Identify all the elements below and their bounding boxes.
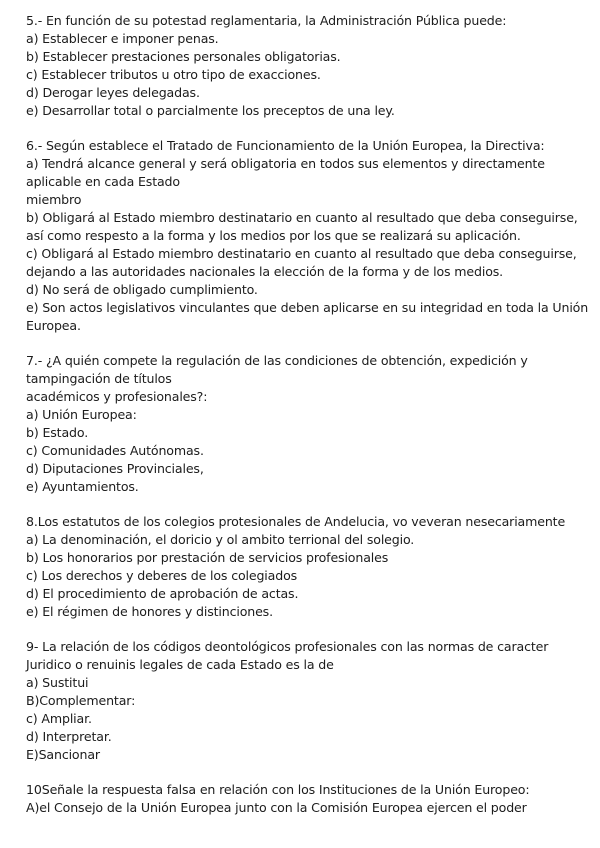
option-a: a) La denominación, el doricio y ol ambito terrional del solegio.: [26, 532, 415, 547]
option-d: d) Derogar leyes delegadas.: [26, 85, 200, 100]
question-9: [26, 638, 586, 764]
option-a: a) Sustitui: [26, 675, 89, 690]
question-7: [26, 352, 586, 496]
option-a: a) Tendrá alcance general y será obligatoria en todos sus elementos y directamente: [26, 156, 545, 171]
option-c: c) Obligará al Estado miembro destinatario en cuanto al resultado que deba conseguirse,: [26, 246, 577, 261]
option-c: c) Comunidades Autónomas.: [26, 443, 204, 458]
question-6: [26, 137, 589, 335]
option-a: a) Unión Europea:: [26, 407, 137, 422]
option-b: B)Complementar:: [26, 693, 136, 708]
option-e: e) Son actos legislativos vinculantes que deben aplicarse en su integridad en toda la Unión: [26, 300, 589, 315]
option-d: d) Interpretar.: [26, 729, 112, 744]
option-c: c) Ampliar.: [26, 711, 92, 726]
option-c-continued: dejando a las autoridades nacionales la elección de la forma y de los medios.: [26, 264, 504, 279]
option-b: b) Estado.: [26, 425, 89, 440]
option-b: b) Establecer prestaciones personales obligatorias.: [26, 49, 341, 64]
option-a-continued: miembro: [26, 192, 82, 207]
question-text-continued: Juridico o renuinis legales de cada Estado es la de: [26, 657, 334, 672]
question-text-continued: académicos y profesionales?:: [26, 389, 208, 404]
question-text: 10Señale la respuesta falsa en relación con los Instituciones de la Unión Europeo:: [26, 782, 530, 797]
option-a: a) Establecer e imponer penas.: [26, 31, 219, 46]
option-d: d) El procedimiento de aprobación de actas.: [26, 586, 299, 601]
option-a: A)el Consejo de la Unión Europea junto con la Comisión Europea ejercen el poder: [26, 800, 527, 815]
question-text: 9- La relación de los códigos deontológicos profesionales con las normas de caracter: [26, 639, 549, 654]
option-d: d) No será de obligado cumplimiento.: [26, 282, 258, 297]
question-text: 8.Los estatutos de los colegios protesionales de Andelucia, vo veveran nesecariamente: [26, 514, 566, 529]
question-5: [26, 12, 586, 120]
option-b: b) Obligará al Estado miembro destinatario en cuanto al resultado que deba conseguirse,: [26, 210, 578, 225]
option-c: c) Los derechos y deberes de los colegiados: [26, 568, 298, 583]
question-text-continued: tampingación de títulos: [26, 371, 172, 386]
option-e-continued: Europea.: [26, 318, 81, 333]
option-e: e) El régimen de honores y distinciones.: [26, 604, 273, 619]
question-text: 6.- Según establece el Tratado de Funcionamiento de la Unión Europea, la Directiva:: [26, 138, 545, 153]
option-e: E)Sancionar: [26, 747, 100, 762]
option-e: e) Desarrollar total o parcialmente los preceptos de una ley.: [26, 103, 395, 118]
option-d: d) Diputaciones Provinciales,: [26, 461, 204, 476]
question-text: 7.- ¿A quién compete la regulación de las condiciones de obtención, expedición y: [26, 353, 528, 368]
option-b: b) Los honorarios por prestación de servicios profesionales: [26, 550, 389, 565]
option-c: c) Establecer tributos u otro tipo de exacciones.: [26, 67, 321, 82]
question-8: [26, 513, 586, 621]
option-e: e) Ayuntamientos.: [26, 479, 139, 494]
question-text: 5.- En función de su potestad reglamentaria, la Administración Pública puede:: [26, 13, 507, 28]
option-b-continued: así como respesto a la forma y los medios por los que se realizará su aplicación.: [26, 228, 521, 243]
question-10: [26, 781, 586, 817]
option-a-continued: aplicable en cada Estado: [26, 174, 180, 189]
